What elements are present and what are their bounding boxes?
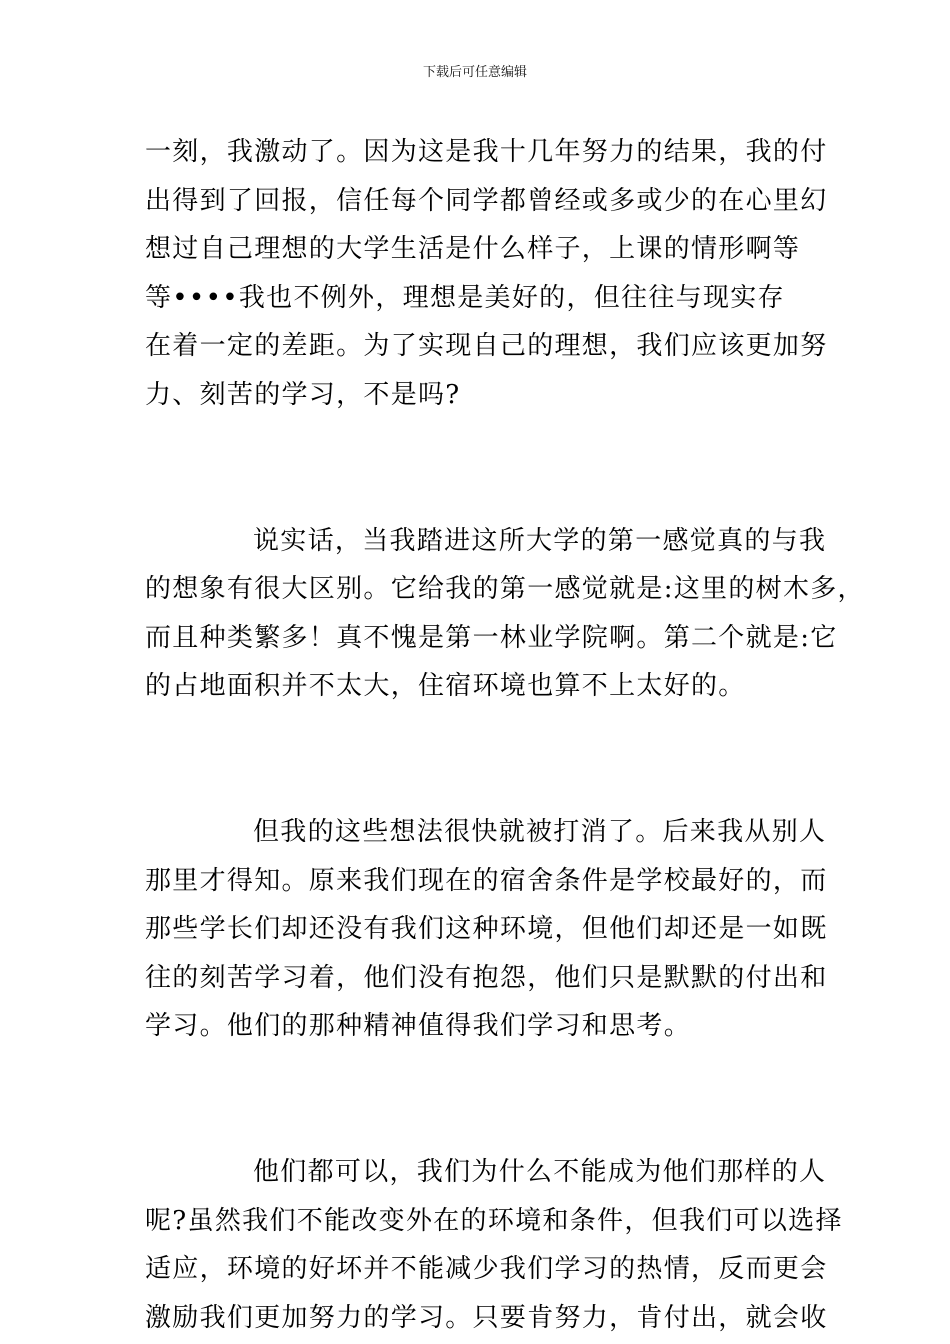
text-line: 他们都可以，我们为什么不能成为他们那样的人 [253, 1156, 827, 1187]
text-line: 适应，环境的好坏并不能减少我们学习的热情，反而更会 [145, 1254, 828, 1285]
paragraph-2 [145, 517, 865, 711]
text-line: 说实话，当我踏进这所大学的第一感觉真的与我 [253, 525, 827, 556]
text-line: 那里才得知。原来我们现在的宿舍条件是学校最好的，而 [145, 865, 828, 896]
paragraph-spacer [145, 420, 825, 517]
text-line: 但我的这些想法很快就被打消了。后来我从别人 [253, 816, 827, 847]
document-body [145, 128, 865, 1342]
text-line: 等••••我也不例外，理想是美好的，但往往与现实存 [145, 282, 785, 313]
text-line: 学习。他们的那种精神值得我们学习和思考。 [145, 1011, 692, 1042]
text-line: 想过自己理想的大学生活是什么样子，上课的情形啊等 [145, 234, 801, 265]
paragraph-spacer [145, 1051, 825, 1148]
text-line: 力、刻苦的学习，不是吗? [145, 379, 461, 410]
text-line: 在着一定的差距。为了实现自己的理想，我们应该更加努 [145, 331, 828, 362]
text-line: 呢?虽然我们不能改变外在的环境和条件，但我们可以选择 [145, 1205, 843, 1236]
text-line: 出得到了回报，信任每个同学都曾经或多或少的在心里幻 [145, 185, 828, 216]
text-line: 而且种类繁多！真不愧是第一林业学院啊。第二个就是:它 [145, 622, 838, 653]
paragraph-4 [145, 1148, 843, 1342]
page-header: 下载后可任意编辑 [422, 65, 527, 80]
text-line: 那些学长们却还没有我们这种环境，但他们却还是一如既 [145, 914, 828, 945]
paragraph-1 [145, 128, 828, 420]
text-line: 一刻，我激动了。因为这是我十几年努力的结果，我的付 [145, 137, 828, 167]
paragraph-spacer [145, 711, 825, 808]
paragraph-3 [145, 808, 828, 1051]
text-line: 的想象有很大区别。它给我的第一感觉就是:这里的树木多， [145, 574, 865, 605]
text-line: 激励我们更加努力的学习。只要肯努力，肯付出，就会收 [145, 1302, 828, 1333]
text-line: 的占地面积并不太大，住宿环境也算不上太好的。 [145, 671, 746, 702]
text-line: 往的刻苦学习着，他们没有抱怨，他们只是默默的付出和 [145, 962, 828, 993]
